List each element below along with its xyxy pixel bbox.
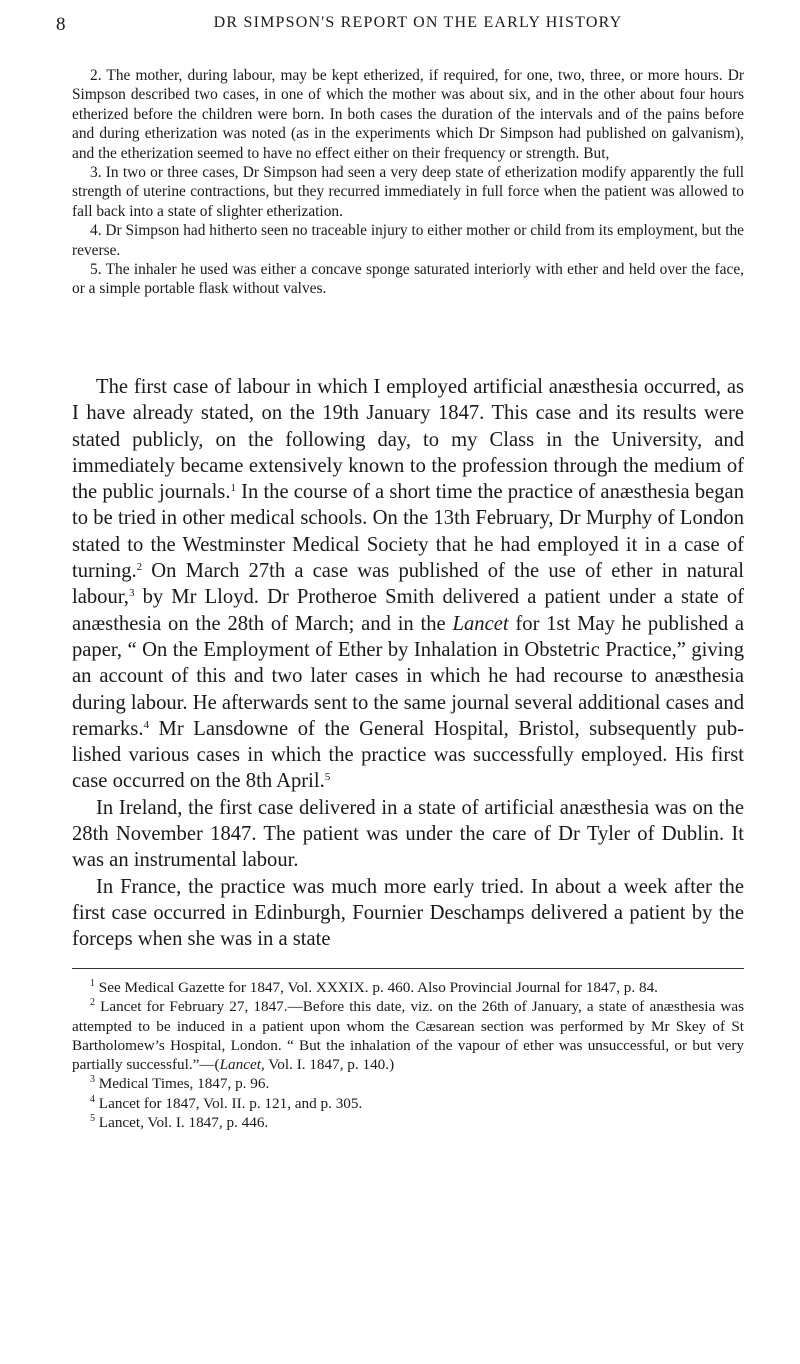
footnote-ref-5: 5 — [324, 771, 331, 784]
footnote-mark: 5 — [90, 1113, 95, 1125]
point-2: 2. The mother, during labour, may be kept etherized, if required, for one, two, three, or more hours. Dr Simpson described two cases, in one of which the mother was about six, and in the other about four hours etherized before the children were born. In both cases the duration of the intervals and of the pains before and during etherization was noted (as in the experiments which Dr Simpson had published on galvanism), and the etherization seemed to have no effect either on their frequency or strength. But, — [72, 67, 744, 162]
footnote-3 — [72, 1074, 744, 1093]
footnote-5 — [72, 1113, 744, 1132]
footnote-text: Lancet for February 27, 1847.—Before this date, viz. on the 26th of January, a state of anæsthesia was attempted to be induced in a patient upon whom the Cæsarean section was performed by Mr Skey of St Bartholomew’s Hospital, London. “ But the inhalation of the vapour of ether was unsuccessful, or but very partially successful.”—( — [72, 998, 745, 1074]
footnote-rule — [72, 968, 744, 969]
text-segment: Mr Lansdowne of the General Hospital, Bristol, subsequently published various cases in which the practice was successfully employed. His first case occurred on the 8th April. — [72, 717, 744, 793]
footnote-ref-3: 3 — [128, 587, 135, 600]
journal-title: Lancet — [452, 612, 509, 635]
point-3: 3. In two or three cases, Dr Simpson had seen a very deep state of etherization modify apparently the full strength of uterine contractions, but they recurred immediately in full force when the patient was allowed to fall back into a state of slighter etherization. — [72, 164, 744, 220]
footnote-ref-1: 1 — [230, 482, 236, 495]
journal-title: Lancet — [219, 1056, 261, 1074]
running-head — [56, 14, 744, 36]
paragraph-first-case — [72, 374, 744, 795]
footnote-text: Medical Times, 1847, p. 96. — [98, 1075, 270, 1093]
footnote-4 — [72, 1094, 744, 1113]
paragraph-ireland: In Ireland, the first case delivered in a state of artificial anæsthesia was on the 28th November 1847. The patient was under the care of Dr Tyler of Dublin. It was an instrumental labour. — [72, 796, 744, 872]
footnote-mark: 1 — [90, 978, 95, 989]
main-text — [72, 374, 744, 953]
text-segment: The first case of labour in which I employed artificial anæsthesia occurred, as I have already stated, on the 19th January 1847. This case and its results were stated publicly, on the following day, to my Class in the University, and immediately became extensively known to the profession through the medium of the public journals. — [72, 376, 744, 504]
paragraph-france: In France, the practice was much more early tried. In about a week after the first case occurred in Edinburgh, Fournier Deschamps delivered a patient by the forceps when she was in a state — [72, 875, 744, 951]
footnote-mark: 2 — [90, 997, 95, 1009]
numbered-points — [72, 66, 744, 299]
footnote-ref-2: 2 — [136, 561, 143, 574]
footnote-text: , Vol. I. 1847, p. 140.) — [260, 1056, 395, 1074]
footnote-text: See Medical Gazette for 1847, Vol. XXXIX. p. 460. Also Provincial Journal for 1847, p. 84. — [98, 979, 658, 996]
text-segment: On March 27th a case was published of the use of ether in natural labour, — [72, 560, 744, 609]
footnote-2 — [72, 997, 744, 1074]
footnote-1 — [72, 978, 744, 997]
text-segment: In the course of a short time the practice of anæsthesia began to be tried in other medical schools. On the 13th February, Dr Murphy of London stated to the Westminster Medical Society that he had employed it in a case of turning. — [72, 481, 744, 583]
point-4: 4. Dr Simpson had hitherto seen no traceable injury to either mother or child from its employment, but the reverse. — [72, 222, 744, 259]
footnote-mark: 3 — [90, 1074, 95, 1086]
footnote-text: Lancet, Vol. I. 1847, p. 446. — [98, 1114, 269, 1132]
text-segment: by Mr Lloyd. Dr Protheroe Smith delivered a patient under a state of anæsthesia on the 28th of March; and in the — [72, 586, 744, 635]
footnote-ref-4: 4 — [143, 718, 149, 731]
footnote-mark: 4 — [90, 1093, 95, 1105]
point-5: 5. The inhaler he used was either a concave sponge saturated interiorly with ether and held over the face, or a simple portable flask without valves. — [72, 261, 744, 298]
page-number: 8 — [56, 14, 66, 35]
footnotes — [72, 978, 744, 1132]
text-segment: for 1st May he published a paper, “ On the Employment of Ether by Inhalation in Obstetric Practice,” giving an account of this and two later cases in which he had recourse to anæsthesia during labour. He afterwards sent to the same journal several additional cases and remarks. — [72, 612, 744, 740]
running-title: DR SIMPSON'S REPORT ON THE EARLY HISTORY — [213, 14, 623, 31]
footnote-text: Lancet for 1847, Vol. II. p. 121, and p. 305. — [98, 1094, 363, 1112]
